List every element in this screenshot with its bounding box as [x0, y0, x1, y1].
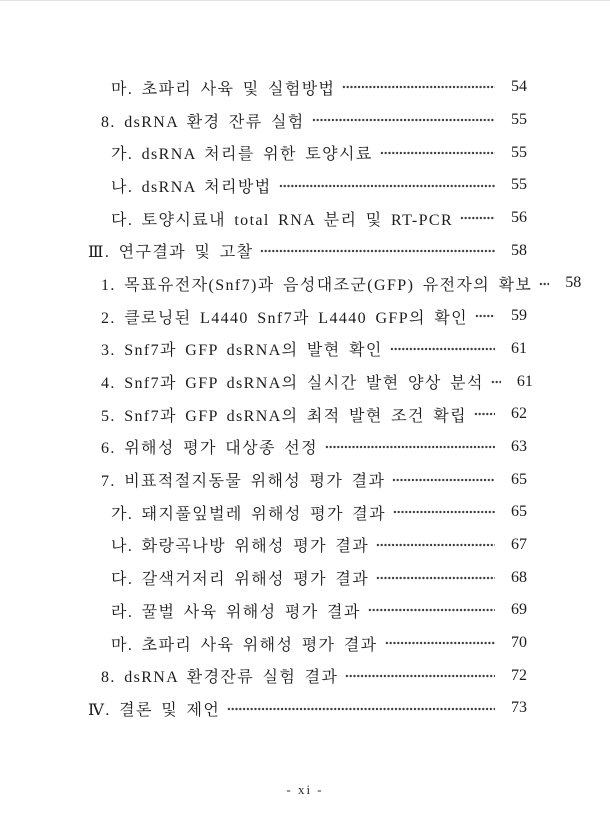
toc-entry-label: 1. 목표유전자(Snf7)과 음성대조군(GFP) 유전자의 확보: [101, 276, 533, 294]
toc-entry-page-number: 61: [511, 339, 527, 357]
toc-entry: [88, 431, 527, 464]
toc-entry-label: 8. dsRNA 환경잔류 실험 결과: [101, 669, 339, 687]
page-footer: [0, 782, 610, 798]
dot-leader: [474, 398, 495, 431]
toc-entry: [88, 71, 527, 104]
toc-entry-label: 다. 토양시료내 total RNA 분리 및 RT-PCR: [111, 211, 454, 229]
toc-entry-label: 7. 비표적절지동물 위해성 평가 결과: [101, 473, 386, 491]
toc-entry: [88, 561, 527, 594]
dot-leader: [491, 365, 501, 398]
toc-entry: [88, 234, 527, 267]
toc-entry-label: 가. dsRNA 처리를 위한 토양시료: [111, 146, 373, 164]
toc-entry: [88, 659, 527, 692]
toc-entry: [88, 365, 533, 398]
footer-page-number-label: - xi -: [286, 782, 324, 797]
dot-leader: [312, 104, 495, 137]
toc-entry-label: 6. 위해성 평가 대상종 선정: [101, 440, 318, 458]
toc-entry-page-number: 72: [511, 666, 527, 684]
table-of-contents: [88, 71, 582, 725]
dot-leader: [227, 692, 495, 725]
toc-entry-label: 8. dsRNA 환경 잔류 실험: [101, 113, 305, 131]
toc-entry-page-number: 55: [511, 143, 527, 161]
dot-leader: [376, 561, 495, 594]
toc-entry-label: 다. 갈색거저리 위해성 평가 결과: [111, 571, 370, 589]
toc-entry-page-number: 69: [511, 601, 527, 619]
toc-entry: [88, 104, 527, 137]
toc-entry-page-number: 54: [511, 78, 527, 96]
dot-leader: [376, 529, 495, 562]
toc-entry-label: Ⅳ. 결론 및 제언: [88, 701, 221, 719]
toc-entry-label: 3. Snf7과 GFP dsRNA의 발현 확인: [101, 342, 383, 360]
toc-entry-page-number: 65: [511, 503, 527, 521]
dot-leader: [385, 627, 495, 660]
dot-leader: [539, 267, 549, 300]
toc-entry-label: 마. 초파리 사육 위해성 평가 결과: [111, 636, 378, 654]
dot-leader: [368, 594, 495, 627]
toc-entry-page-number: 67: [511, 535, 527, 553]
toc-entry-page-number: 65: [511, 470, 527, 488]
toc-entry: [88, 496, 527, 529]
dot-leader: [260, 234, 495, 267]
toc-entry: [88, 136, 527, 169]
dot-leader: [325, 431, 495, 464]
dot-leader: [460, 202, 495, 235]
toc-entry-page-number: 56: [511, 209, 527, 227]
dot-leader: [345, 659, 495, 692]
toc-entry-label: 5. Snf7과 GFP dsRNA의 최적 발현 조건 확립: [101, 407, 467, 425]
dot-leader: [393, 496, 495, 529]
toc-entry-page-number: 70: [511, 634, 527, 652]
dot-leader: [390, 333, 495, 366]
toc-entry-page-number: 55: [511, 111, 527, 129]
toc-entry-page-number: 58: [511, 241, 527, 259]
toc-entry: [88, 627, 527, 660]
toc-entry-page-number: 58: [565, 274, 582, 292]
toc-entry: [88, 692, 527, 725]
toc-entry: [88, 594, 527, 627]
toc-entry-page-number: 62: [511, 405, 527, 423]
toc-entry-label: 2. 클로닝된 L4440 Snf7과 L4440 GFP의 확인: [101, 309, 468, 327]
dot-leader: [279, 169, 495, 202]
dot-leader: [392, 463, 495, 496]
dot-leader: [342, 71, 495, 104]
toc-entry-page-number: 68: [511, 568, 527, 586]
toc-entry-label: 마. 초파리 사육 및 실험방법: [111, 80, 336, 98]
toc-entry-page-number: 61: [516, 372, 533, 390]
toc-entry-label: 라. 꿀벌 사육 위해성 평가 결과: [111, 603, 361, 621]
toc-entry-label: 나. 화랑곡나방 위해성 평가 결과: [111, 538, 370, 556]
toc-entry-page-number: 63: [511, 437, 527, 455]
toc-entry: [88, 169, 527, 202]
toc-entry-label: 나. dsRNA 처리방법: [111, 178, 272, 196]
dot-leader: [475, 300, 495, 333]
toc-entry: [88, 463, 527, 496]
toc-entry-page-number: 73: [511, 699, 527, 717]
toc-entry: [88, 267, 582, 300]
toc-entry: [88, 202, 527, 235]
toc-entry: [88, 398, 527, 431]
dot-leader: [380, 136, 495, 169]
toc-entry: [88, 300, 527, 333]
toc-entry: [88, 333, 527, 366]
toc-entry-page-number: 55: [511, 176, 527, 194]
toc-entry: [88, 529, 527, 562]
toc-entry-page-number: 59: [511, 307, 527, 325]
toc-entry-label: 4. Snf7과 GFP dsRNA의 실시간 발현 양상 분석: [101, 375, 484, 393]
toc-entry-label: 가. 돼지풀잎벌레 위해성 평가 결과: [111, 505, 386, 523]
toc-entry-label: Ⅲ. 연구결과 및 고찰: [88, 244, 254, 262]
